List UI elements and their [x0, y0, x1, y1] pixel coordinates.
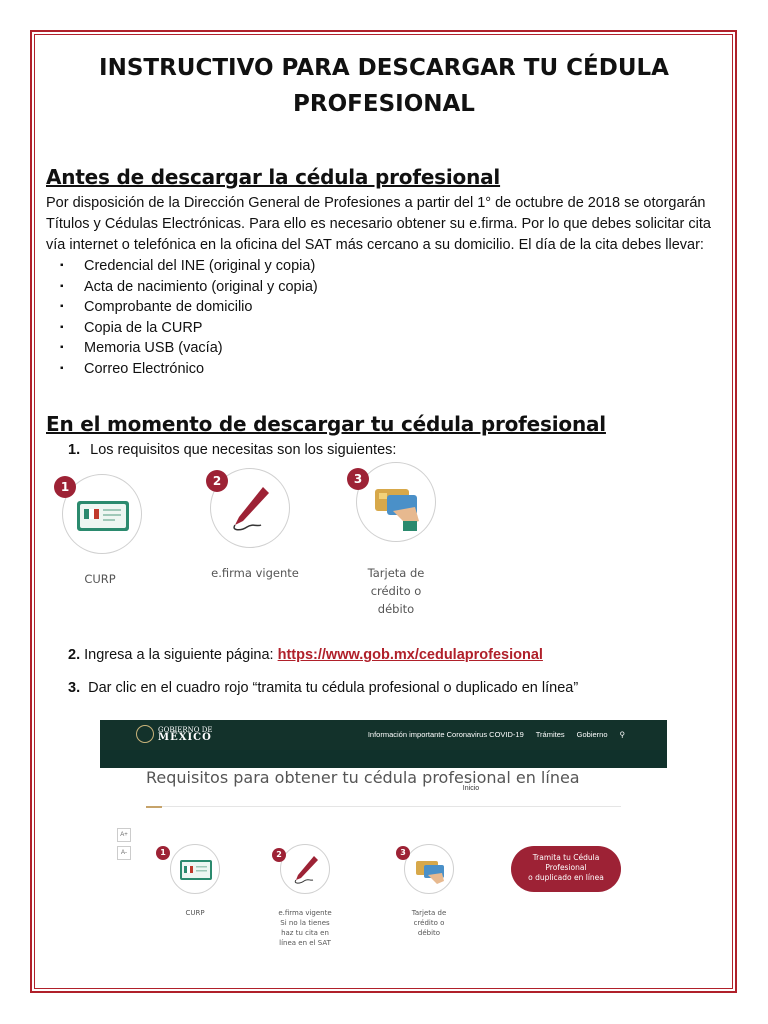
step-badge: 1 [156, 846, 170, 860]
nav-link-tramites[interactable]: Trámites [535, 730, 565, 739]
step-badge: 2 [272, 848, 286, 862]
step-text: Dar clic en el cuadro rojo “tramita tu cédula profesional o duplicado en línea” [88, 680, 579, 696]
requirement-label: débito [417, 929, 441, 937]
requirement-label: línea en el SAT [279, 939, 331, 947]
button-line: o duplicado en línea [528, 873, 604, 882]
nav-links [368, 730, 625, 739]
requirement-label: crédito o [413, 919, 445, 927]
requirement-label: e.firma vigente [211, 566, 299, 580]
font-decrease-button[interactable]: A- [117, 846, 131, 860]
button-line: Profesional [545, 863, 587, 872]
credit-card-icon [404, 844, 454, 894]
pen-icon [280, 844, 330, 894]
nav-link-gobierno[interactable]: Gobierno [576, 730, 608, 739]
requirement-label: crédito o [370, 584, 422, 598]
screenshot-requirement-efirma [270, 844, 340, 948]
gob-navbar [100, 720, 667, 750]
step-3 [68, 680, 578, 696]
requirement-efirma [210, 468, 299, 582]
step-text: Ingresa a la siguiente página: [84, 647, 278, 663]
requirement-curp [62, 474, 142, 588]
section-heading-download: En el momento de descargar tu cédula profesional [46, 412, 606, 436]
step-number: 3. [68, 680, 81, 696]
step-number: 2. [68, 647, 81, 663]
step-2 [68, 647, 543, 663]
step-1 [68, 442, 396, 458]
requirements-list [60, 256, 318, 380]
logo-top-text: GOBIERNO DE [158, 726, 213, 734]
step-badge: 1 [54, 476, 76, 498]
screenshot-requirement-card [394, 844, 464, 938]
font-increase-button[interactable]: A+ [117, 828, 131, 842]
step-badge: 2 [206, 470, 228, 492]
list-item: ▪ Credencial del INE (original y copia) [60, 256, 318, 277]
step-badge: 3 [347, 468, 369, 490]
requirement-label: Tarjeta de [367, 566, 425, 580]
list-item: ▪ Copia de la CURP [60, 318, 318, 339]
curp-icon [170, 844, 220, 894]
requirement-label: débito [377, 602, 415, 616]
subnav-atencion[interactable]: Atención a Instituciones [549, 785, 623, 792]
screenshot-requirement-curp [160, 844, 230, 918]
logo-main-text: MÉXICO [158, 732, 212, 743]
document-title: INSTRUCTIVO PARA DESCARGAR TU CÉDULA PROFESIONAL [99, 55, 669, 117]
tramita-cedula-button[interactable] [511, 846, 621, 892]
requirement-label: Si no la tienes [280, 919, 330, 927]
search-icon[interactable]: ⚲ [619, 730, 625, 739]
step-badge: 3 [396, 846, 410, 860]
requirement-label: Tarjeta de [411, 909, 447, 917]
requirement-card [355, 462, 437, 618]
gobierno-logo [136, 725, 212, 743]
screenshot-heading: Requisitos para obtener tu cédula profesional en línea [146, 768, 580, 787]
subnav-inicio[interactable]: Inicio [458, 783, 484, 794]
cedula-link[interactable]: https://www.gob.mx/cedulaprofesional [277, 647, 543, 663]
intro-paragraph: Por disposición de la Dirección General de Profesiones a partir del 1° de octubre de 2018 se otorgarán Títulos y Cédulas Electrónicas. Para ello es necesario obtener su e.firma. Por lo que debes solicitar cita vía internet o telefónica en la oficina del SAT más cercano a su domicilio. El día de la cita debes llevar: [46, 195, 711, 253]
nav-link-covid[interactable]: Información importante Coronavirus COVID-19 [367, 730, 524, 739]
list-item: ▪ Acta de nacimiento (original y copia) [60, 277, 318, 298]
requirement-label: CURP [84, 572, 116, 586]
requirement-label: haz tu cita en [281, 929, 329, 937]
subnav-solicita[interactable]: Solicita tu cédula [488, 785, 542, 792]
website-screenshot [100, 720, 667, 965]
step-number: 1. [68, 442, 81, 458]
divider [146, 806, 621, 807]
list-item: ▪ Memoria USB (vacía) [60, 338, 318, 359]
section-heading-before: Antes de descargar la cédula profesional [46, 165, 501, 189]
button-line: Tramita tu Cédula [532, 853, 600, 862]
requirement-label: e.firma vigente [278, 909, 332, 917]
list-item: ▪ Comprobante de domicilio [60, 297, 318, 318]
list-item: ▪ Correo Electrónico [60, 359, 318, 380]
divider-accent [146, 806, 162, 808]
step-text: Los requisitos que necesitas son los siguientes: [90, 442, 397, 458]
seal-icon [136, 725, 154, 743]
requirement-label: CURP [185, 909, 205, 917]
